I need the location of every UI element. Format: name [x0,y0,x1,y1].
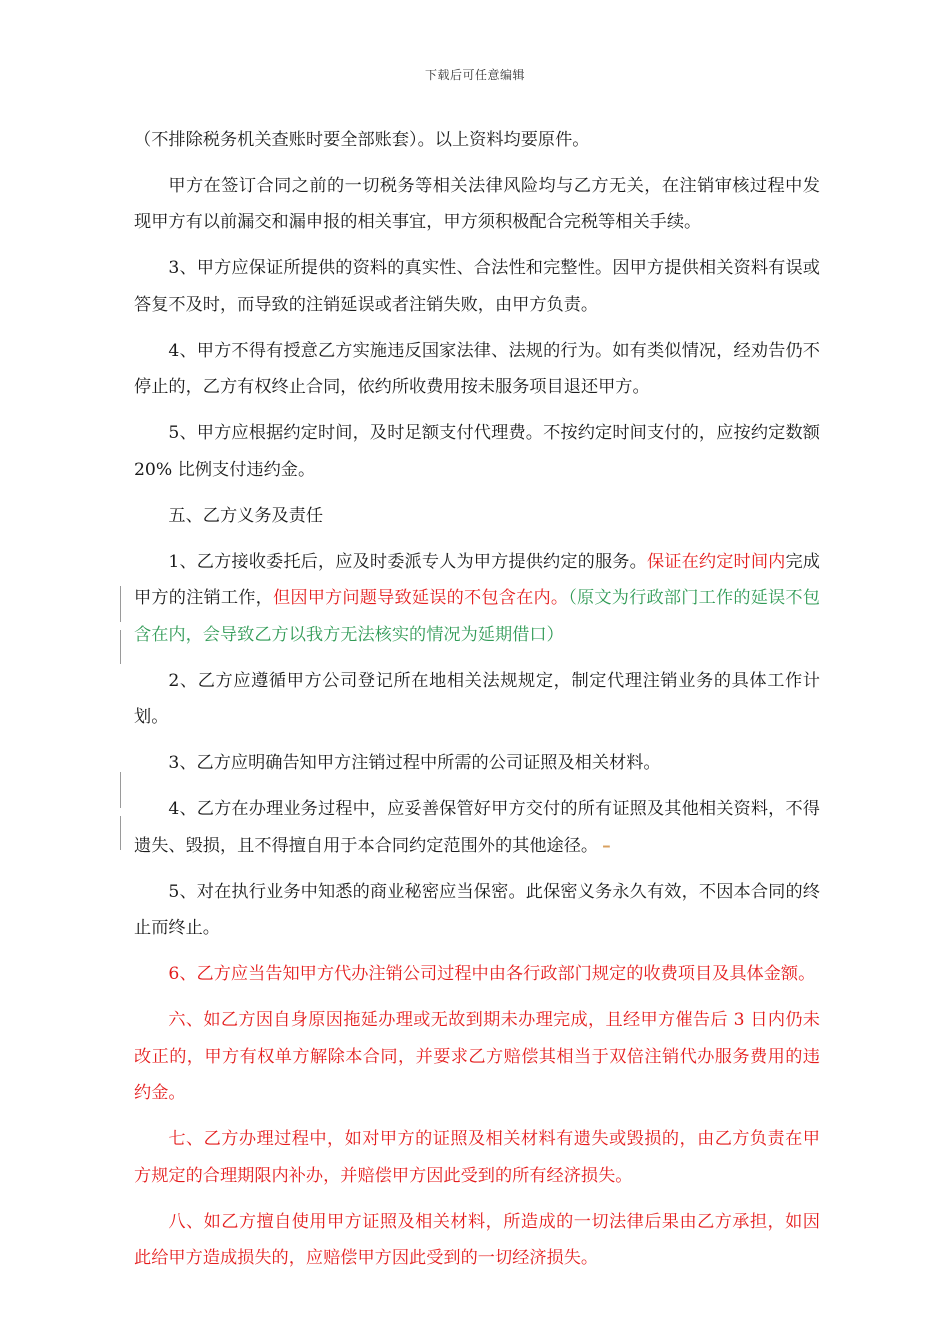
inserted-paragraph: 七、乙方办理过程中，如对甲方的证照及相关材料有遗失或毁损的，由乙方负责在甲方规定的合理期限内补办，并赔偿甲方因此受到的所有经济损失。 [134,1129,820,1186]
revision-comment: （原文为行政部门工作的延误不包含在内，会导致乙方以我方无法核实的情况为延期借口） [134,588,820,645]
paragraph: 3、乙方应明确告知甲方注销过程中所需的公司证照及相关材料。 [168,753,661,774]
paragraph: 3、甲方应保证所提供的资料的真实性、合法性和完整性。因甲方提供相关资料有误或答复不及时，而导致的注销延误或者注销失败，由甲方负责。 [134,258,820,315]
paragraph: （不排除税务机关查账时要全部账套）。以上资料均要原件。 [134,130,590,150]
document-body [134,122,820,1286]
inserted-paragraph: 八、如乙方擅自使用甲方证照及相关材料，所造成的一切法律后果由乙方承担，如因此给甲方造成损失的，应赔偿甲方因此受到的一切经济损失。 [134,1211,820,1269]
paragraph: 2、乙方应遵循甲方公司登记所在地相关法规规定，制定代理注销业务的具体工作计划。 [134,670,820,728]
text-run: 1、乙方接收委托后，应及时委派专人为甲方提供约定的服务。 [168,551,647,572]
page-header: 下载后可任意编辑 [424,68,525,82]
paragraph: 4、甲方不得有授意乙方实施违反国家法律、法规的行为。如有类似情况，经劝告仍不停止的，乙方有权终止合同，依约所收费用按未服务项目退还甲方。 [134,340,820,398]
paragraph: 5、甲方应根据约定时间，及时足额支付代理费。不按约定时间支付的，应按约定数额 20% 比例支付违约金。 [134,423,820,480]
text-run: 4、乙方在办理业务过程中，应妥善保管好甲方交付的所有证照及其他相关资料，不得遗失、毁损，且不得擅自用于本合同约定范围外的其他途径。 [134,799,820,856]
text-run: 完成甲方的注销工作， [134,551,820,609]
inserted-paragraph: 六、如乙方因自身原因拖延办理或无故到期未办理完成，且经甲方催告后 3 日内仍未改正的，甲方有权单方解除本合同，并要求乙方赔偿其相当于双倍注销代办服务费用的违约金。 [134,1010,820,1104]
inserted-text: 但因甲方问题导致延误的不包含在内。 [272,588,569,609]
revision-bar [120,586,121,622]
revision-bar [120,772,121,808]
inserted-text: 保证在约定时间内 [646,551,786,572]
section-heading: 五、乙方义务及责任 [168,505,324,526]
revision-bar [120,630,121,664]
paragraph [134,791,820,864]
paragraph-with-revisions [134,544,820,654]
revision-bar [120,816,121,850]
revision-mark: – [602,835,611,856]
paragraph: 5、对在执行业务中知悉的商业秘密应当保密。此保密义务永久有效，不因本合同的终止而终止。 [134,881,820,939]
paragraph: 甲方在签订合同之前的一切税务等相关法律风险均与乙方无关，在注销审核过程中发现甲方有以前漏交和漏申报的相关事宜，甲方须积极配合完税等相关手续。 [134,175,820,233]
inserted-paragraph: 6、乙方应当告知甲方代办注销公司过程中由各行政部门规定的收费项目及具体金额。 [168,964,816,985]
